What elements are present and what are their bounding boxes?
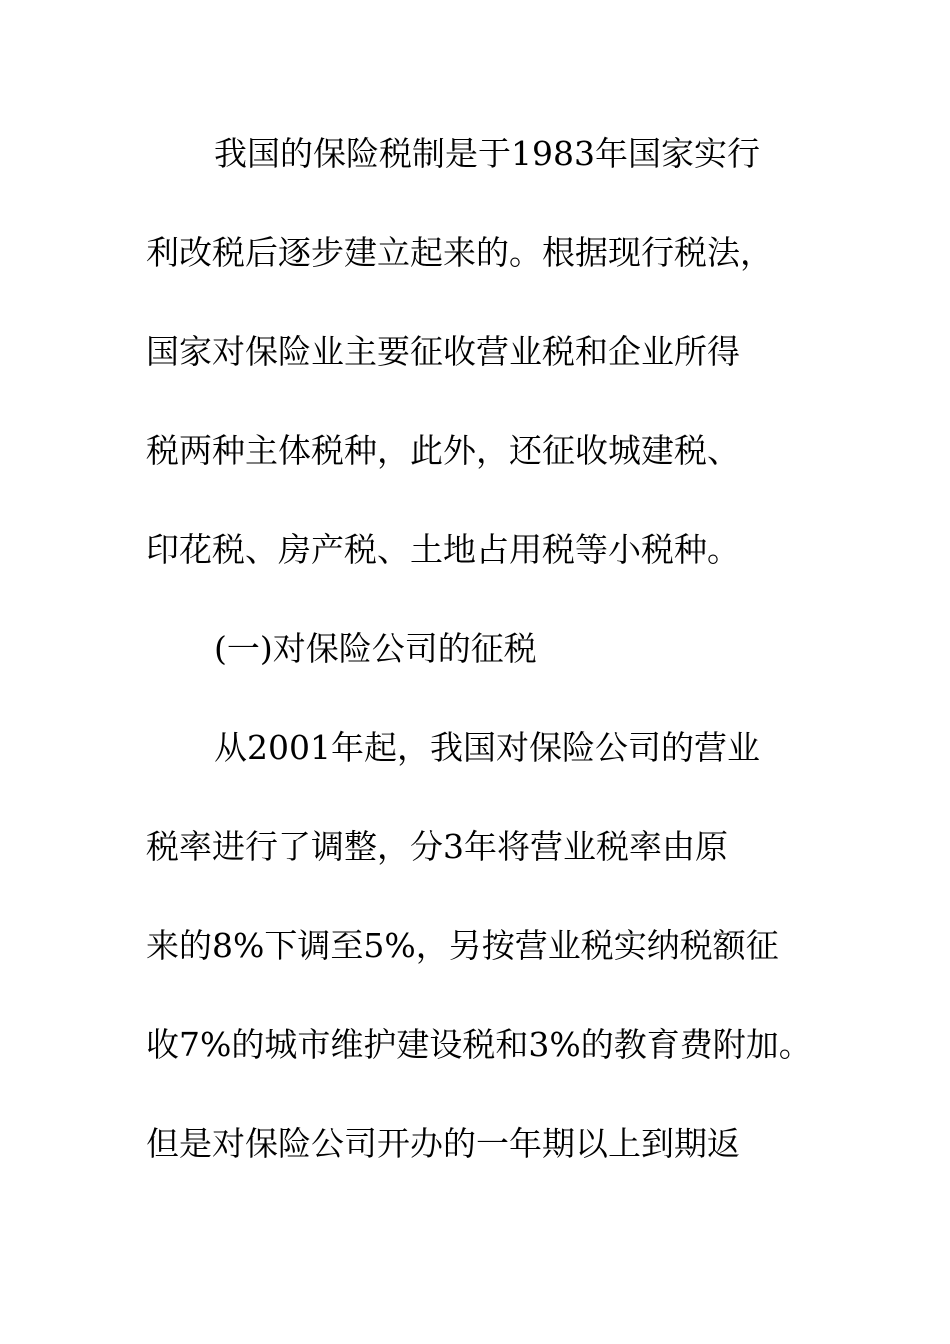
section-heading: (一)对保险公司的征税 <box>214 629 537 668</box>
paragraph-2-line-2: 税率进行了调整，分3年将营业税率由原 <box>146 827 728 866</box>
paragraph-1-line-2: 利改税后逐步建立起来的。根据现行税法， <box>146 233 773 272</box>
paragraph-1-line-5: 印花税、房产税、土地占用税等小税种。 <box>146 530 740 569</box>
paragraph-2-line-5: 但是对保险公司开办的一年期以上到期返 <box>146 1124 740 1163</box>
paragraph-1-line-1: 我国的保险税制是于1983年国家实行 <box>214 134 760 173</box>
paragraph-2-line-3: 来的8%下调至5%，另按营业税实纳税额征 <box>146 926 779 965</box>
paragraph-2-line-4: 收7%的城市维护建设税和3%的教育费附加。 <box>146 1025 812 1064</box>
paragraph-1-line-4: 税两种主体税种，此外，还征收城建税、 <box>146 431 740 470</box>
paragraph-1-line-3: 国家对保险业主要征收营业税和企业所得 <box>146 332 740 371</box>
paragraph-2-line-1: 从2001年起，我国对保险公司的营业 <box>214 728 760 767</box>
